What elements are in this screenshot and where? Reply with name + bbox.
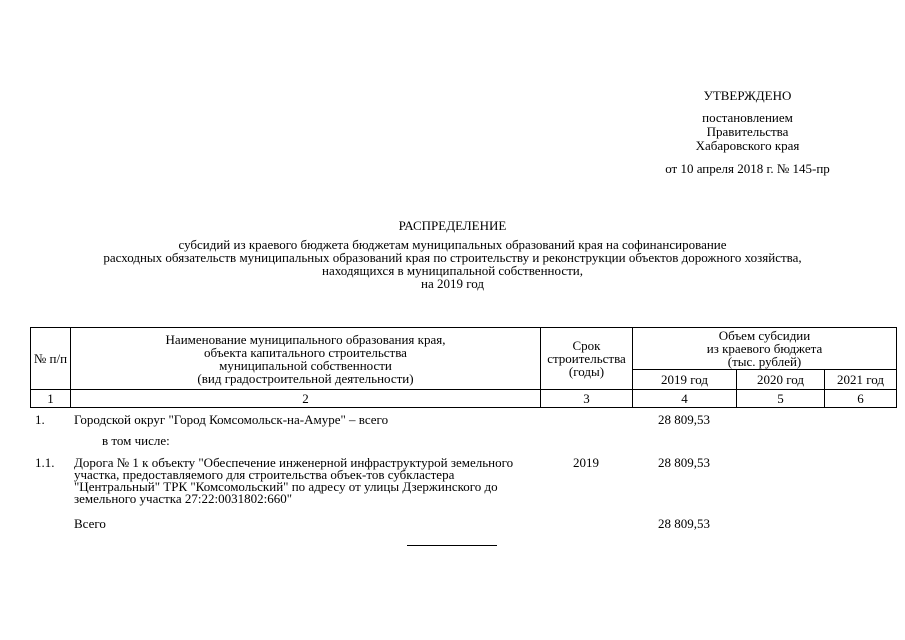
row-name: Городской округ "Город Комсомольск-на-Амуре" – всего	[74, 412, 389, 427]
row-2019	[632, 435, 736, 457]
closing-line	[407, 545, 497, 546]
subtitle-line: находящихся в муниципальной собственности,	[322, 263, 583, 278]
row-name: Всего	[74, 516, 106, 531]
row-2021	[824, 435, 896, 457]
header-name	[71, 328, 541, 390]
row-num	[30, 435, 70, 457]
table-body	[30, 414, 896, 538]
row-2020	[736, 414, 824, 435]
row-num: 1.	[35, 412, 45, 427]
header-year-2019: 2019 год	[633, 370, 737, 390]
subtitle-line: субсидий из краевого бюджета бюджетам муниципальных образований края на софинансирование	[178, 237, 727, 252]
row-2020	[736, 435, 824, 457]
column-number: 5	[737, 390, 825, 408]
header-year-2021: 2021 год	[825, 370, 897, 390]
table-row	[30, 435, 896, 457]
header-name-line: муниципальной собственности	[219, 357, 392, 373]
column-number: 1	[31, 390, 71, 408]
header-name-line: Наименование муниципального образования края,	[165, 331, 446, 347]
row-2019: 28 809,53	[658, 455, 710, 470]
header-term	[541, 328, 633, 390]
approval-line-2: Правительства	[706, 124, 789, 139]
table-row	[30, 518, 896, 538]
row-2019: 28 809,53	[658, 516, 710, 531]
table-header	[30, 327, 897, 408]
approval-heading: УТВЕРЖДЕНО	[703, 88, 792, 103]
row-num: 1.1.	[35, 455, 55, 470]
approval-date: от 10 апреля 2018 г. № 145-пр	[665, 161, 830, 176]
column-number: 3	[541, 390, 633, 408]
approval-line-3: Хабаровского края	[695, 138, 800, 153]
header-num	[31, 328, 71, 390]
row-term	[540, 414, 632, 435]
row-name: Дорога № 1 к объекту "Обеспечение инженерной инфраструктурой земельного участка, предоставляемого для строительства объек-тов субкластера "Центральный" ТРК "Комсомольский" по адресу от улицы Дзержинского до земельного участка 27:22:0031802:660"	[74, 455, 514, 506]
row-2020	[736, 518, 824, 538]
header-term-line: Срок	[572, 338, 601, 353]
document-title: РАСПРЕДЕЛЕНИЕ	[398, 218, 507, 233]
header-term-line: строительства	[547, 351, 626, 366]
table-row	[30, 457, 896, 518]
header-volume-line: (тыс. рублей)	[727, 354, 802, 369]
row-2021	[824, 518, 896, 538]
approval-block	[640, 89, 855, 176]
header-term-line: (годы)	[568, 364, 605, 379]
row-num	[30, 518, 70, 538]
header-volume	[633, 328, 897, 370]
header-volume-line: Объем субсидии	[718, 328, 811, 343]
table-row	[30, 414, 896, 435]
row-2020	[736, 457, 824, 518]
row-2019: 28 809,53	[658, 412, 710, 427]
row-2021	[824, 414, 896, 435]
row-2021	[824, 457, 896, 518]
subtitle-line: расходных обязательств муниципальных образований края по строительству и реконструкции объектов дорожного хозяйства,	[103, 250, 802, 265]
row-term	[540, 435, 632, 457]
row-term	[540, 518, 632, 538]
header-name-line: объекта капитального строительства	[204, 344, 407, 360]
header-year-2020: 2020 год	[737, 370, 825, 390]
column-number: 4	[633, 390, 737, 408]
row-name: в том числе:	[102, 433, 170, 448]
column-number: 6	[825, 390, 897, 408]
header-name-line: (вид градостроительной деятельности)	[197, 370, 414, 386]
row-term: 2019	[573, 455, 599, 470]
header-volume-line: из краевого бюджета	[706, 341, 823, 356]
column-number: 2	[71, 390, 541, 408]
header-num-label: № п/п	[33, 351, 68, 366]
document-subtitle	[30, 238, 875, 290]
approval-line-1: постановлением	[702, 110, 793, 125]
subtitle-line: на 2019 год	[421, 276, 484, 291]
